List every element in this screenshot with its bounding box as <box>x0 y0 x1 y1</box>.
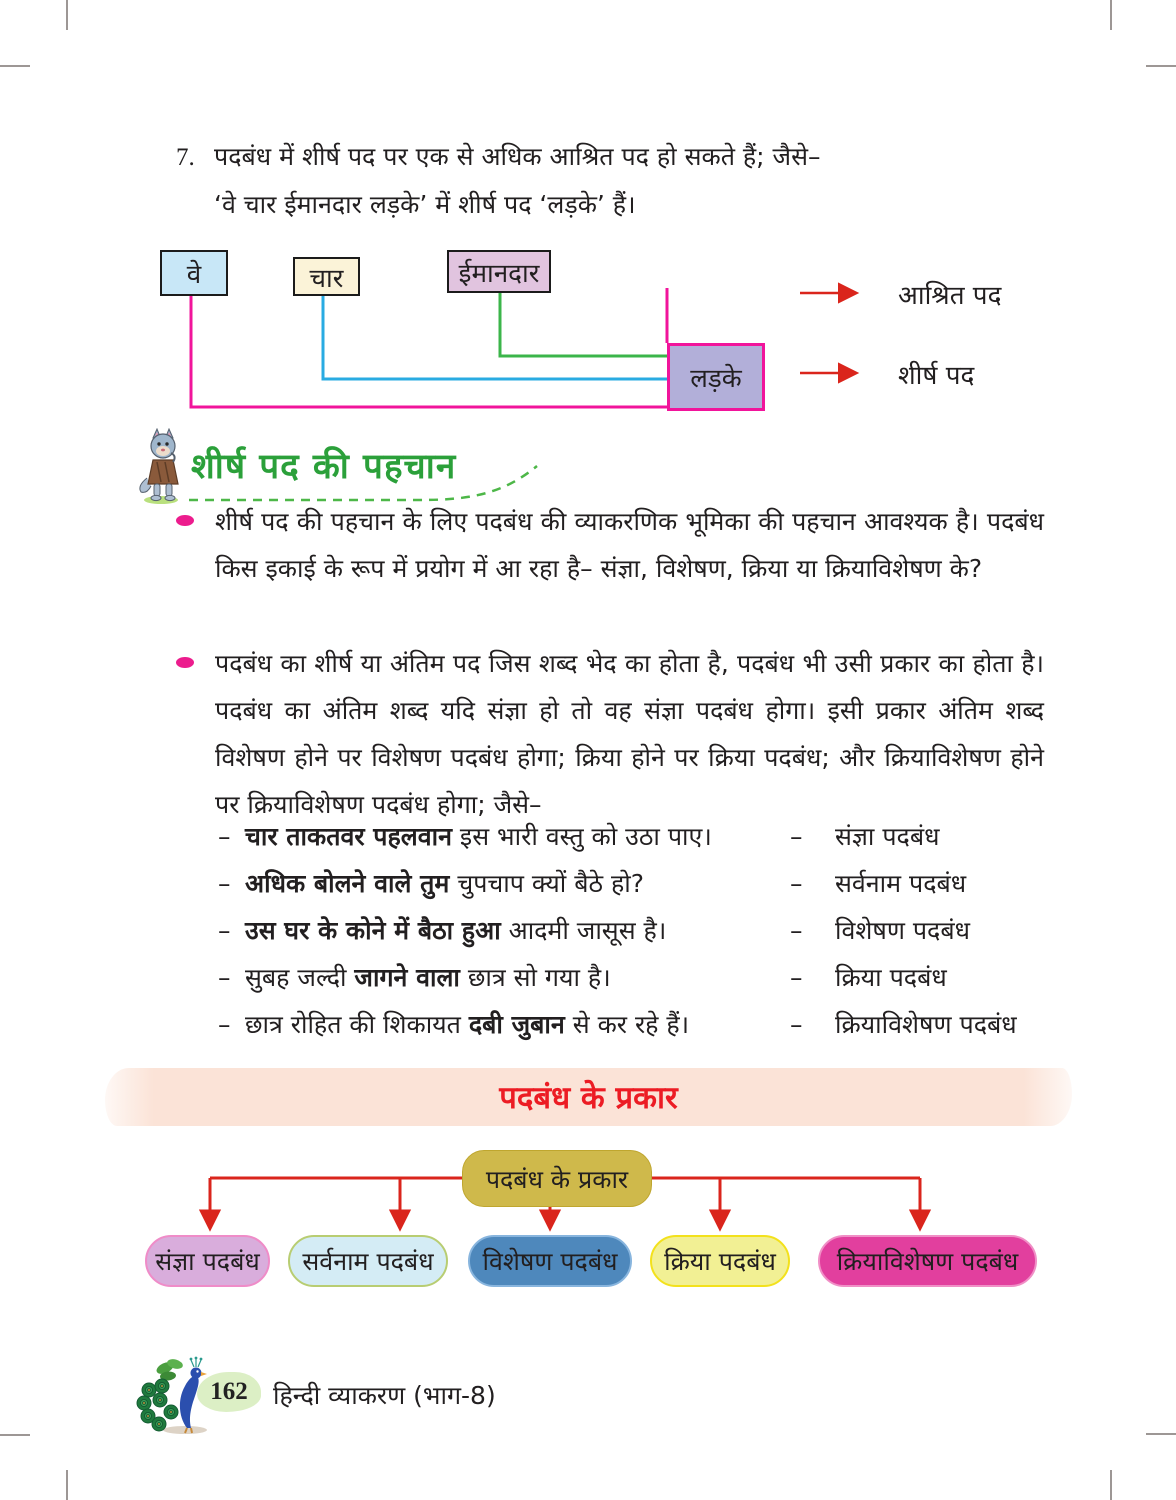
example-dash: – <box>218 963 231 992</box>
imaandaar-to-head-line <box>500 293 667 356</box>
point-7-line2: ‘वे चार ईमानदार लड़के’ में शीर्ष पद ‘लड़के’ हैं। <box>214 190 636 219</box>
crop-mark <box>1110 1470 1112 1500</box>
example-row <box>218 813 1048 860</box>
flow-root-node: पदबंध के प्रकार <box>462 1150 652 1207</box>
bullet-text: शीर्ष पद की पहचान के लिए पदबंध की व्याकरणिक भूमिका की पहचान आवश्यक है। पदबंध किस इकाई के रूप में प्रयोग में आ रहा है– संज्ञा, विशेषण, क्रिया या क्रियाविशेषण के? <box>215 507 1044 583</box>
section-band-types <box>105 1068 1072 1126</box>
cat-mascot-icon <box>133 428 193 506</box>
bullet-text: पदबंध का शीर्ष या अंतिम पद जिस शब्द भेद का होता है, पदबंध भी उसी प्रकार का होता है। पदबंध का अंतिम शब्द यदि संज्ञा हो तो वह संज्ञा पदबंध होगा। इसी प्रकार अंतिम शब्द विशेषण होने पर विशेषण पदबंध होगा; क्रिया होने पर क्रिया पदबंध; और क्रियाविशेषण होने पर क्रियाविशेषण पदबंध होगा; जैसे– <box>215 649 1044 819</box>
example-row <box>218 1001 1048 1048</box>
page-number: 162 <box>210 1378 248 1405</box>
example-type-label: विशेषण पदबंध <box>835 916 970 945</box>
point-number: 7. <box>176 144 195 171</box>
example-type-label: संज्ञा पदबंध <box>835 822 940 851</box>
chaar-to-head-line <box>323 296 667 379</box>
example-type-label: सर्वनाम पदबंध <box>835 869 967 898</box>
example-separator: – <box>790 963 803 992</box>
flow-node-visheshan: विशेषण पदबंध <box>468 1235 632 1287</box>
crop-mark <box>0 1434 30 1436</box>
example-type-label: क्रिया पदबंध <box>835 963 947 992</box>
examples-list <box>218 813 1048 1048</box>
flow-node-kriyavisheshan: क्रियाविशेषण पदबंध <box>818 1235 1037 1287</box>
legend-head-label: शीर्ष पद <box>898 361 975 391</box>
example-dash: – <box>218 916 231 945</box>
example-dash: – <box>218 869 231 898</box>
crop-mark <box>0 65 30 67</box>
flow-node-kriya: क्रिया पदबंध <box>650 1235 790 1287</box>
example-separator: – <box>790 916 803 945</box>
ve-to-head-line <box>191 296 667 407</box>
types-flowchart <box>0 1145 1176 1300</box>
page-footer <box>135 1356 835 1446</box>
example-row <box>218 907 1048 954</box>
page-number-badge <box>197 1372 261 1412</box>
example-sentence: सुबह जल्दी जागने वाला छात्र सो गया है। <box>245 963 611 992</box>
example-separator: – <box>790 822 803 851</box>
crop-mark <box>1146 65 1176 67</box>
dependent-box-imaandaar: ईमानदार <box>447 250 551 293</box>
legend-dependent-label: आश्रित पद <box>898 281 1002 311</box>
bullet-dot-icon <box>176 657 194 668</box>
point-7-paragraph <box>176 133 1056 228</box>
example-sentence: उस घर के कोने में बैठा हुआ आदमी जासूस है। <box>245 916 667 945</box>
bullet-item <box>176 498 1044 592</box>
example-separator: – <box>790 869 803 898</box>
example-dash: – <box>218 822 231 851</box>
band-title: पदबंध के प्रकार <box>499 1080 678 1116</box>
example-row <box>218 954 1048 1001</box>
dependent-box-chaar: चार <box>293 257 360 296</box>
example-separator: – <box>790 1010 803 1039</box>
flow-node-sarvanaam: सर्वनाम पदबंध <box>288 1235 448 1287</box>
crop-mark <box>1110 0 1112 30</box>
example-row <box>218 860 1048 907</box>
example-type-label: क्रियाविशेषण पदबंध <box>835 1010 1017 1039</box>
point-7-line1: 7. पदबंध में शीर्ष पद पर एक से अधिक आश्रित पद हो सकते हैं; जैसे– <box>176 133 1056 181</box>
bullet-dot-icon <box>176 515 194 526</box>
bullet-item <box>176 640 1044 828</box>
section-header-identify <box>133 428 613 508</box>
book-title: हिन्दी व्याकरण (भाग-8) <box>273 1381 496 1410</box>
crop-mark <box>1146 1433 1176 1435</box>
crop-mark <box>66 0 68 30</box>
dependent-box-ve: वे <box>160 250 228 296</box>
head-box-ladke: लड़के <box>667 343 765 411</box>
crop-mark <box>66 1470 68 1500</box>
example-sentence: अधिक बोलने वाले तुम चुपचाप क्यों बैठे हो? <box>245 869 644 898</box>
section-title: शीर्ष पद की पहचान <box>191 447 457 487</box>
flow-node-sangya: संज्ञा पदबंध <box>145 1235 270 1287</box>
head-word-diagram <box>0 248 1176 423</box>
example-sentence: छात्र रोहित की शिकायत दबी जुबान से कर रहे हैं। <box>245 1010 690 1039</box>
example-sentence: चार ताकतवर पहलवान इस भारी वस्तु को उठा पाए। <box>245 822 712 851</box>
example-dash: – <box>218 1010 231 1039</box>
